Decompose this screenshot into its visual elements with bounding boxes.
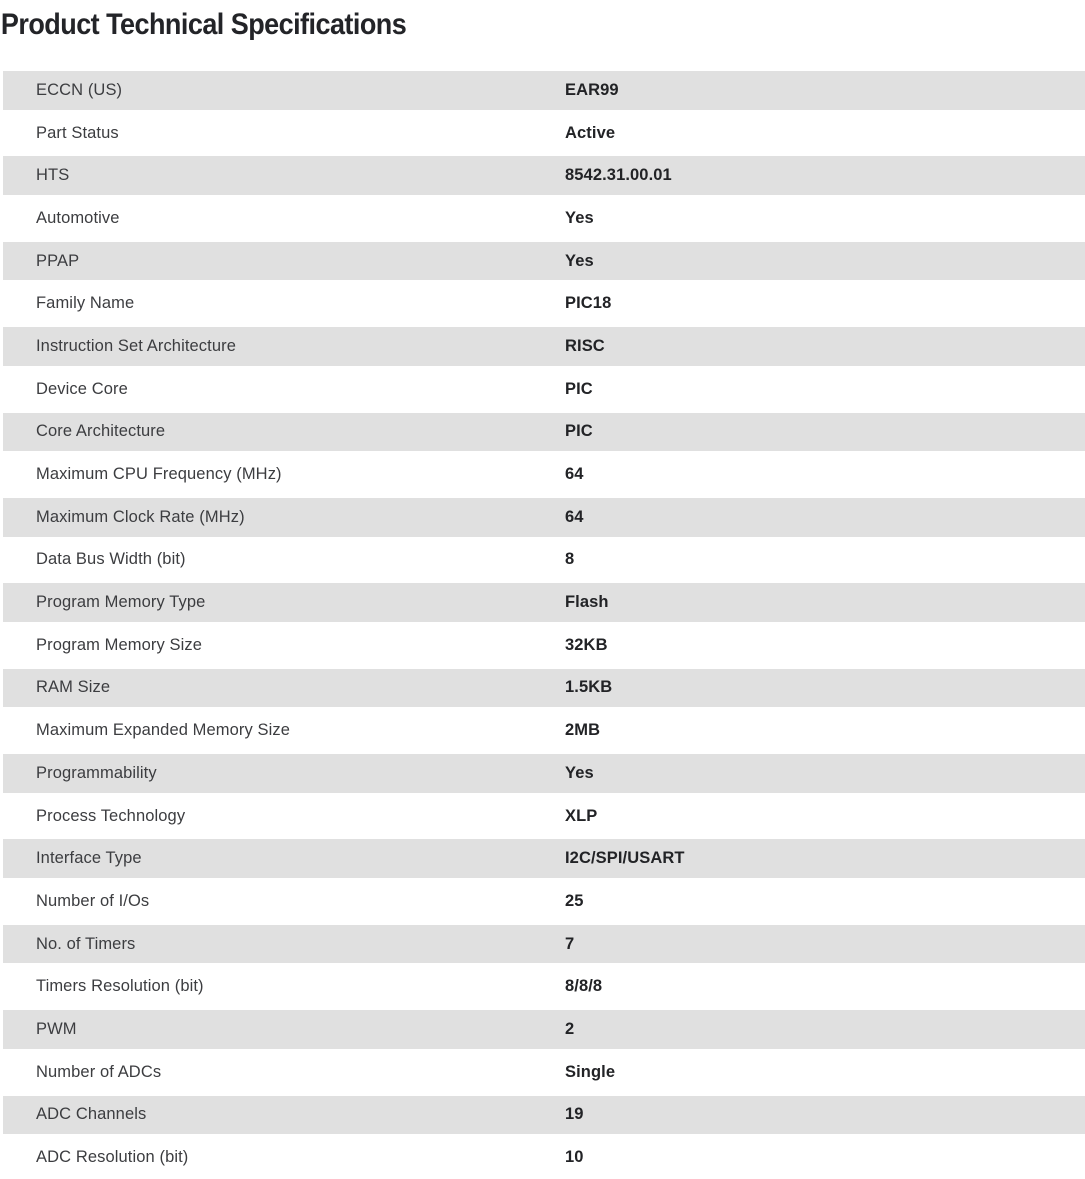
spec-label: Part Status: [36, 123, 119, 142]
spec-value: 8/8/8: [565, 977, 603, 996]
table-row: [0, 69, 1085, 112]
spec-label: Number of ADCs: [36, 1062, 162, 1081]
table-row: [0, 325, 1085, 368]
table-row: [0, 581, 1085, 624]
spec-label: Program Memory Size: [36, 635, 203, 654]
spec-label: Automotive: [36, 208, 120, 227]
spec-label: Program Memory Type: [36, 593, 206, 612]
table-row: [0, 282, 1085, 325]
spec-value: 8542.31.00.01: [565, 166, 672, 185]
table-row: [0, 240, 1085, 283]
page-header: [0, 0, 1085, 69]
table-row: [0, 411, 1085, 454]
spec-value: Yes: [565, 763, 594, 782]
spec-value: PIC: [565, 379, 593, 398]
spec-value: 19: [565, 1105, 584, 1124]
spec-label: PWM: [36, 1019, 77, 1038]
table-row: [0, 965, 1085, 1008]
spec-table: [0, 69, 1085, 1179]
spec-label: Family Name: [36, 294, 135, 313]
spec-value: RISC: [565, 336, 605, 355]
spec-value: Single: [565, 1062, 616, 1081]
table-row: [0, 368, 1085, 411]
spec-value: 8: [565, 550, 575, 569]
spec-label: Data Bus Width (bit): [36, 550, 186, 569]
spec-value: 1.5KB: [565, 678, 613, 697]
spec-label: Maximum Expanded Memory Size: [36, 721, 291, 740]
spec-value: 64: [565, 507, 584, 526]
spec-label: No. of Timers: [36, 934, 136, 953]
spec-value: PIC: [565, 422, 593, 441]
table-row: [0, 197, 1085, 240]
spec-label: PPAP: [36, 251, 80, 270]
spec-value: 2MB: [565, 721, 601, 740]
spec-value: PIC18: [565, 294, 612, 313]
table-row: [0, 1136, 1085, 1179]
spec-label: Maximum Clock Rate (MHz): [36, 507, 245, 526]
spec-label: ECCN (US): [36, 80, 123, 99]
spec-value: 2: [565, 1019, 575, 1038]
spec-value: Active: [565, 123, 616, 142]
page-title: Product Technical Specifications: [0, 8, 407, 41]
spec-value: Yes: [565, 251, 594, 270]
spec-label: ADC Resolution (bit): [36, 1148, 189, 1167]
spec-value: Flash: [565, 593, 609, 612]
table-row: [0, 923, 1085, 966]
table-row: [0, 1094, 1085, 1137]
table-row: [0, 154, 1085, 197]
table-row: [0, 752, 1085, 795]
table-row: [0, 667, 1085, 710]
spec-label: Device Core: [36, 379, 128, 398]
spec-value: 25: [565, 891, 584, 910]
spec-label: RAM Size: [36, 678, 111, 697]
spec-label: Number of I/Os: [36, 891, 150, 910]
spec-value: 64: [565, 465, 584, 484]
spec-label: Programmability: [36, 763, 157, 782]
spec-value: 32KB: [565, 635, 608, 654]
spec-value: XLP: [565, 806, 598, 825]
spec-value: Yes: [565, 208, 594, 227]
table-row: [0, 496, 1085, 539]
table-row: [0, 880, 1085, 923]
spec-label: Core Architecture: [36, 422, 166, 441]
spec-value: 10: [565, 1148, 584, 1167]
table-row: [0, 539, 1085, 582]
spec-value: EAR99: [565, 80, 619, 99]
spec-label: Instruction Set Architecture: [36, 336, 236, 355]
table-row: [0, 1008, 1085, 1051]
spec-label: Interface Type: [36, 849, 142, 868]
spec-label: ADC Channels: [36, 1105, 147, 1124]
table-row: [0, 112, 1085, 155]
spec-label: Timers Resolution (bit): [36, 977, 204, 996]
table-row: [0, 709, 1085, 752]
table-row: [0, 837, 1085, 880]
spec-label: HTS: [36, 166, 70, 185]
spec-label: Process Technology: [36, 806, 186, 825]
spec-label: Maximum CPU Frequency (MHz): [36, 465, 282, 484]
spec-value: 7: [565, 934, 575, 953]
table-row: [0, 1051, 1085, 1094]
table-row: [0, 624, 1085, 667]
spec-value: I2C/SPI/USART: [565, 849, 685, 868]
table-row: [0, 453, 1085, 496]
table-row: [0, 795, 1085, 838]
